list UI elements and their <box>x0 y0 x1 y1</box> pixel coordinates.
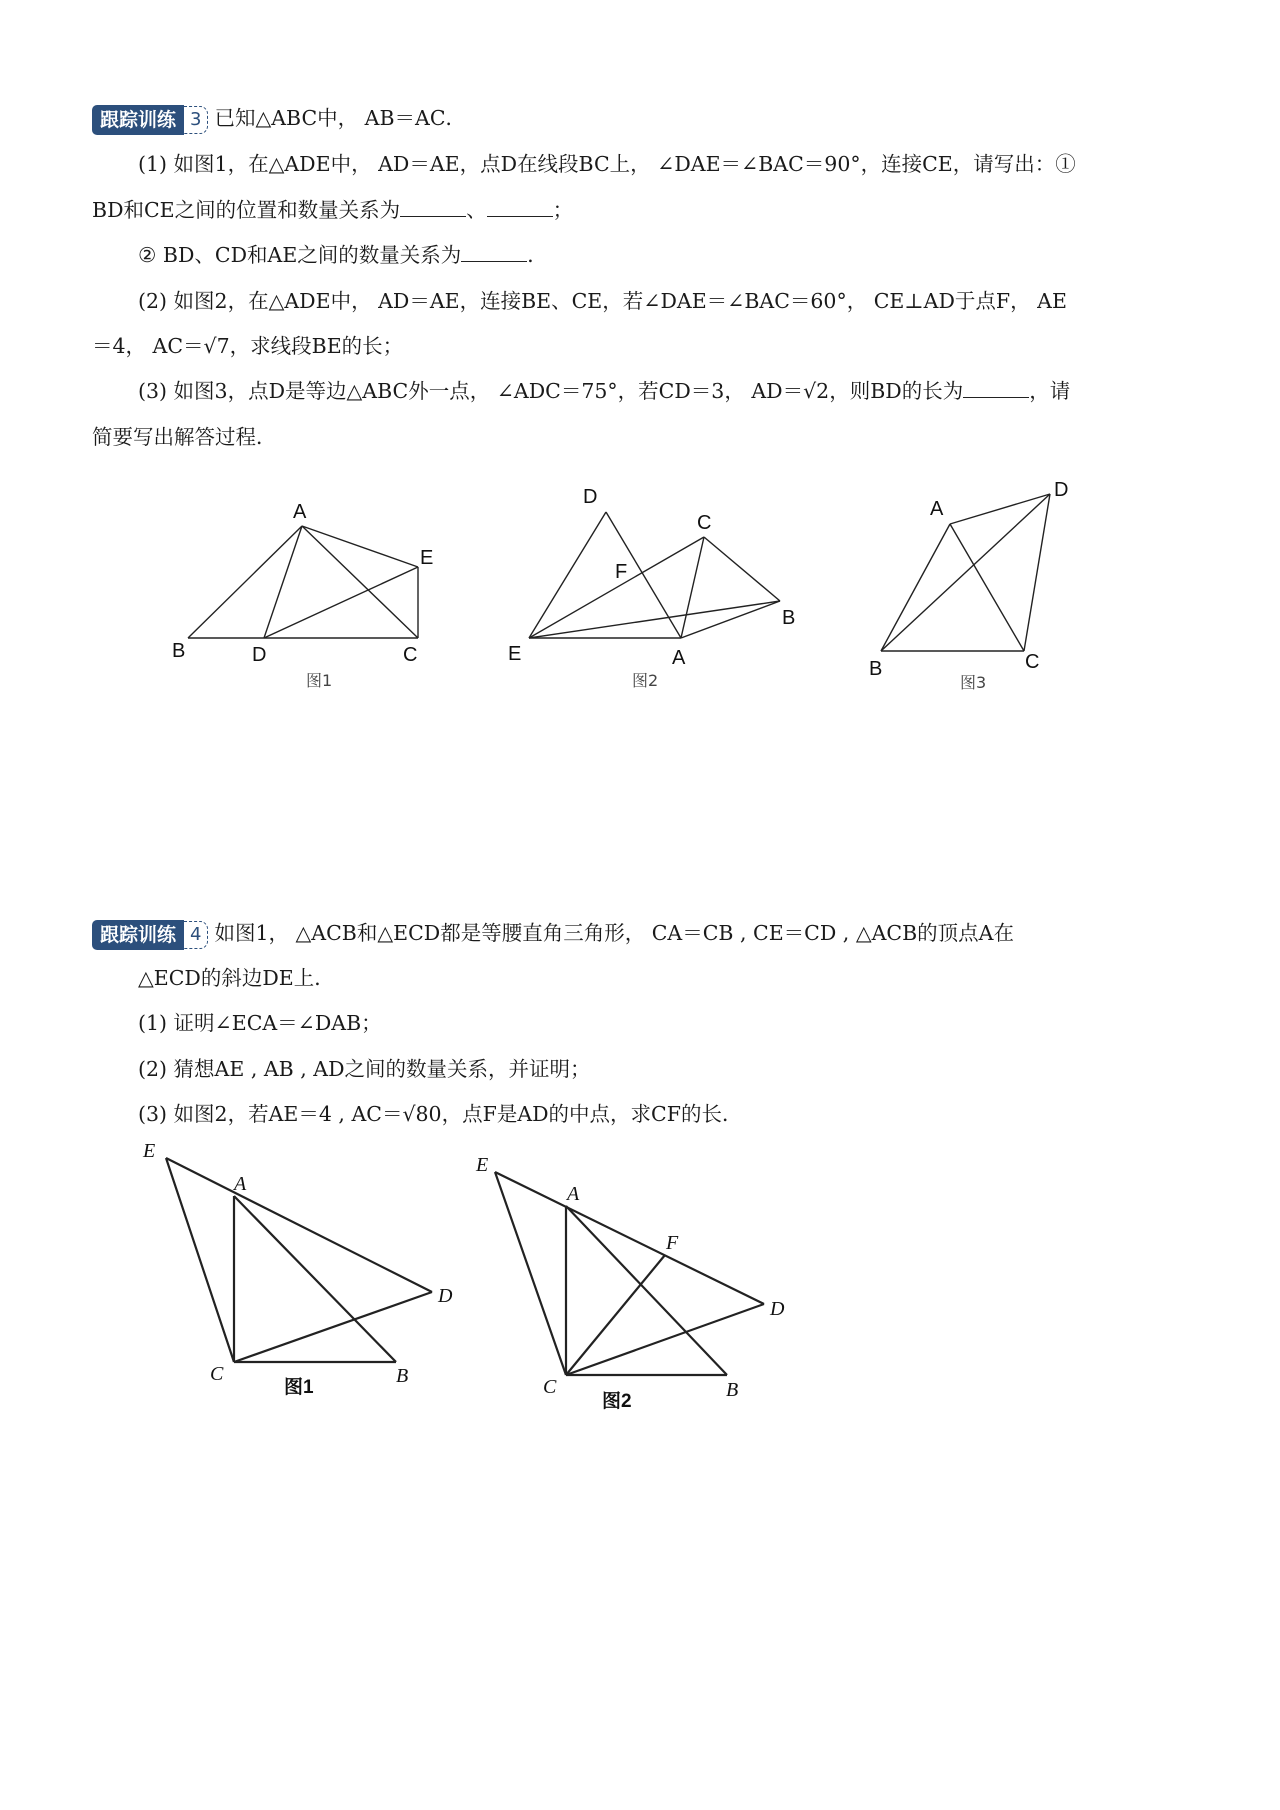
problem4-number: 4 <box>184 921 208 949</box>
problem3-part1b-prompt: ② BD、CD和AE之间的数量关系为 <box>138 243 462 267</box>
separator: 、 <box>466 198 487 222</box>
p4f2-caption: 图2 <box>602 1391 632 1412</box>
p3f2-label-F: F <box>615 561 628 583</box>
p3-figure2 <box>529 512 780 638</box>
p3f3-label-B: B <box>869 658 883 680</box>
problem3-number: 3 <box>184 106 208 134</box>
problem3-part2-line: (2) 如图2，在△ADE中， AD＝AE，连接BE、CE，若∠DAE＝∠BAC＝60°， CE⊥AD于点F， AE <box>138 289 1067 313</box>
p4f2-label-F: F <box>666 1232 679 1254</box>
p3f3-label-A: A <box>930 498 944 520</box>
p4f1-label-C: C <box>210 1363 224 1385</box>
p3f2-label-A: A <box>672 647 686 669</box>
line-end: ； <box>552 198 574 222</box>
problem4-badge: 跟踪训练 <box>92 920 184 950</box>
p3f1-label-A: A <box>293 501 307 523</box>
p3f2-label-E: E <box>508 643 522 665</box>
p4f2-label-C: C <box>543 1376 557 1398</box>
p3f3-label-D: D <box>1054 479 1069 501</box>
problem3-part2-cont: ＝4， AC＝√7，求线段BE的长； <box>92 334 404 358</box>
p3f2-label-D: D <box>583 486 598 508</box>
p4f1-label-E: E <box>143 1140 156 1162</box>
p3f2-label-B: B <box>782 607 796 629</box>
problem3-part3-cont: 简要写出解答过程． <box>92 425 277 449</box>
p4f1-caption: 图1 <box>284 1377 314 1398</box>
line-end: ． <box>527 243 548 267</box>
problem4-intro: 如图1， △ACB和△ECD都是等腰直角三角形， CA＝CB , CE＝CD , △ACB的顶点A在 <box>214 921 1014 945</box>
p4f1-label-D: D <box>438 1285 453 1307</box>
problem3-part3-prompt: (3) 如图3，点D是等边△ABC外一点， ∠ADC＝75°，若CD＝3， AD＝√2，则BD的长为 <box>138 379 964 403</box>
problem3-intro: 已知△ABC中， AB＝AC． <box>214 106 467 130</box>
p4f2-label-E: E <box>476 1154 489 1176</box>
p4-figure1 <box>166 1158 432 1362</box>
p4f2-label-B: B <box>726 1379 739 1401</box>
p3f1-label-B: B <box>172 640 186 662</box>
problem4-part2: (2) 猜想AE , AB , AD之间的数量关系，并证明； <box>138 1057 591 1081</box>
p4-figure2 <box>495 1172 764 1375</box>
p3f1-caption: 图1 <box>306 671 333 690</box>
p3f1-label-C: C <box>403 644 418 666</box>
p3f3-caption: 图3 <box>960 673 987 692</box>
problem4-part1: (1) 证明∠ECA＝∠DAB； <box>138 1011 382 1035</box>
p4f1-label-B: B <box>396 1365 409 1387</box>
p3f1-label-E: E <box>420 547 434 569</box>
p4f1-label-A: A <box>234 1173 247 1195</box>
p3f2-caption: 图2 <box>632 671 659 690</box>
p4f2-label-A: A <box>567 1183 580 1205</box>
problem3-part1-line: (1) 如图1，在△ADE中， AD＝AE，点D在线段BC上， ∠DAE＝∠BAC＝90°，连接CE，请写出：① <box>138 152 1076 176</box>
p4f2-label-D: D <box>770 1298 785 1320</box>
p3-figure1 <box>188 526 418 638</box>
problem3-badge: 跟踪训练 <box>92 105 184 135</box>
p3-figure3 <box>881 494 1050 651</box>
problem4-part3: (3) 如图2，若AE＝4 , AC＝√80，点F是AD的中点，求CF的长． <box>138 1102 743 1126</box>
p3f1-label-D: D <box>252 644 267 666</box>
problem3-part3-tail: ，请 <box>1029 379 1071 403</box>
p3f2-label-C: C <box>697 512 712 534</box>
problem3-part1-prompt: BD和CE之间的位置和数量关系为 <box>92 198 401 222</box>
p3f3-label-C: C <box>1025 651 1040 673</box>
problem4-intro-cont: △ECD的斜边DE上． <box>138 966 335 990</box>
